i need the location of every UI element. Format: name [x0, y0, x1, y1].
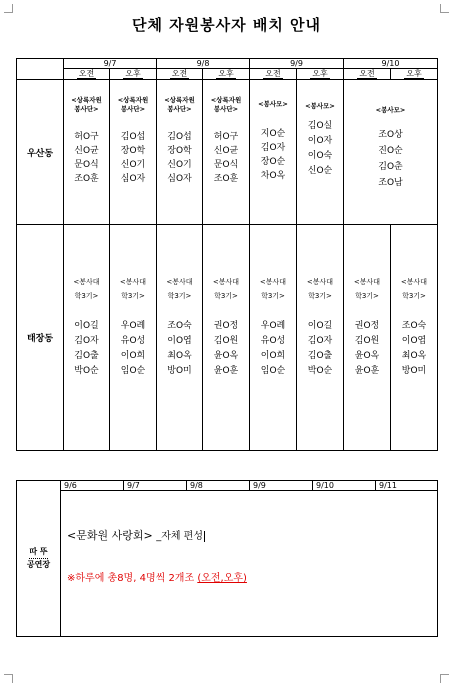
- pm-label: 오후: [218, 69, 234, 78]
- corner-cell: [17, 59, 64, 80]
- volunteer-names: 조O상 진O순 김O춘 조O남: [378, 130, 403, 188]
- location-row-taejang: [17, 225, 438, 451]
- assignment-cell: [344, 80, 438, 225]
- pm-label: 오후: [312, 69, 328, 78]
- venue-date: 9/8: [187, 481, 250, 491]
- pm-label: 오후: [406, 69, 422, 78]
- venue-date: 9/6: [61, 481, 124, 491]
- volunteer-group: <봉사대 학3기>: [166, 278, 193, 300]
- assignment-cell: [203, 80, 250, 225]
- assignment-cell: [64, 225, 110, 451]
- group-note: _자체 편성: [156, 531, 204, 542]
- date-header: 9/10: [344, 59, 438, 69]
- venue-date: 9/9: [250, 481, 313, 491]
- volunteer-group: <봉사모>: [375, 106, 406, 114]
- volunteer-group: <상록자원 봉사단>: [164, 96, 195, 113]
- assignment-cell: [344, 225, 391, 451]
- venue-date: 9/10: [313, 481, 376, 491]
- location-row-usan: [17, 80, 438, 225]
- volunteer-group: <봉사대 학3기>: [400, 278, 428, 300]
- volunteer-group: <봉사대 학3기>: [306, 278, 334, 300]
- venue-content-row: [17, 491, 438, 637]
- volunteer-names: 허O구 신O균 문O식 조O훈: [213, 132, 239, 184]
- ampm-header-row: [17, 69, 438, 80]
- group-line: [67, 527, 437, 543]
- assignment-cell: [391, 225, 438, 451]
- location-label: 우산동: [17, 80, 64, 225]
- assignment-cell: [157, 225, 203, 451]
- volunteer-names: 권O정 김O원 윤O옥 윤O훈: [354, 321, 380, 376]
- volunteer-group: <봉사대 학3기>: [212, 278, 240, 300]
- date-header-row: [17, 59, 438, 69]
- date-header: 9/9: [250, 59, 344, 69]
- pm-label: 오후: [125, 69, 141, 78]
- volunteer-group: <상록자원 봉사단>: [71, 96, 102, 113]
- venue-date: 9/11: [376, 481, 438, 491]
- date-header: 9/8: [157, 59, 250, 69]
- page-corner-mark: [440, 4, 449, 13]
- volunteer-names: 조O숙 이O엽 최O옥 방O미: [167, 321, 192, 376]
- venue-table: [16, 480, 438, 637]
- assignment-cell: [297, 225, 344, 451]
- am-label: 오전: [265, 69, 281, 78]
- volunteer-names: 김O실 이O자 이O숙 신O순: [307, 121, 333, 176]
- volunteer-group: <봉사모>: [305, 102, 335, 110]
- text-cursor: [204, 531, 205, 542]
- staffing-note: ※하루에 총8명, 4명씩 2개조 (오전,오후): [67, 573, 247, 584]
- assignment-cell: [64, 80, 110, 225]
- assignment-cell: [250, 225, 297, 451]
- page-corner-mark: [4, 4, 13, 13]
- assignment-cell: [110, 225, 157, 451]
- volunteer-names: 우O례 유O성 이O희 임O순: [120, 321, 146, 376]
- volunteer-group: <봉사대 학3기>: [73, 278, 100, 300]
- assignment-cell: [250, 80, 297, 225]
- volunteer-group: <봉사모>: [258, 100, 288, 108]
- location-label: 태장동: [17, 225, 64, 451]
- document-title: 단체 자원봉사자 배치 안내: [131, 16, 322, 34]
- volunteer-names: 조O숙 이O엽 최O옥 방O미: [401, 321, 427, 376]
- volunteer-names: 이O길 김O자 김O출 박O순: [74, 321, 99, 376]
- am-label: 오전: [359, 69, 375, 78]
- assignment-cell: [203, 225, 250, 451]
- volunteer-group: <봉사대 학3기>: [119, 278, 147, 300]
- volunteer-group: <상록자원 봉사단>: [117, 96, 149, 113]
- volunteer-names: 허O구 신O균 문O식 조O훈: [74, 132, 99, 184]
- volunteer-names: 이O길 김O자 김O출 박O순: [307, 321, 333, 376]
- date-header: 9/7: [64, 59, 157, 69]
- am-label: 오전: [78, 69, 95, 78]
- venue-label-cell: [17, 481, 61, 637]
- volunteer-group: <상록자원 봉사단>: [210, 96, 242, 113]
- page-corner-mark: [4, 674, 13, 683]
- volunteer-group: <봉사대 학3기>: [353, 278, 381, 300]
- volunteer-names: 김O섭 장O학 신O기 심O자: [120, 132, 146, 184]
- venue-date-row: [17, 481, 438, 491]
- assignment-cell: [157, 80, 203, 225]
- volunteer-names: 권O정 김O원 윤O옥 윤O훈: [213, 321, 239, 376]
- group-name: <문화원 사랑회>: [67, 529, 153, 542]
- volunteer-names: 지O순 김O자 장O순 차O옥: [260, 129, 286, 181]
- volunteer-names: 김O섭 장O학 신O기 심O자: [167, 132, 192, 184]
- venue-content-cell: [61, 491, 438, 637]
- schedule-table: [16, 58, 438, 451]
- volunteer-names: 우O례 유O성 이O희 임O순: [260, 321, 286, 376]
- volunteer-group: <봉사대 학3기>: [259, 278, 287, 300]
- page-corner-mark: [440, 674, 449, 683]
- venue-label: 따 뚜 공연장: [26, 547, 51, 569]
- assignment-cell: [297, 80, 344, 225]
- am-label: 오전: [171, 69, 188, 78]
- assignment-cell: [110, 80, 157, 225]
- venue-date: 9/7: [124, 481, 187, 491]
